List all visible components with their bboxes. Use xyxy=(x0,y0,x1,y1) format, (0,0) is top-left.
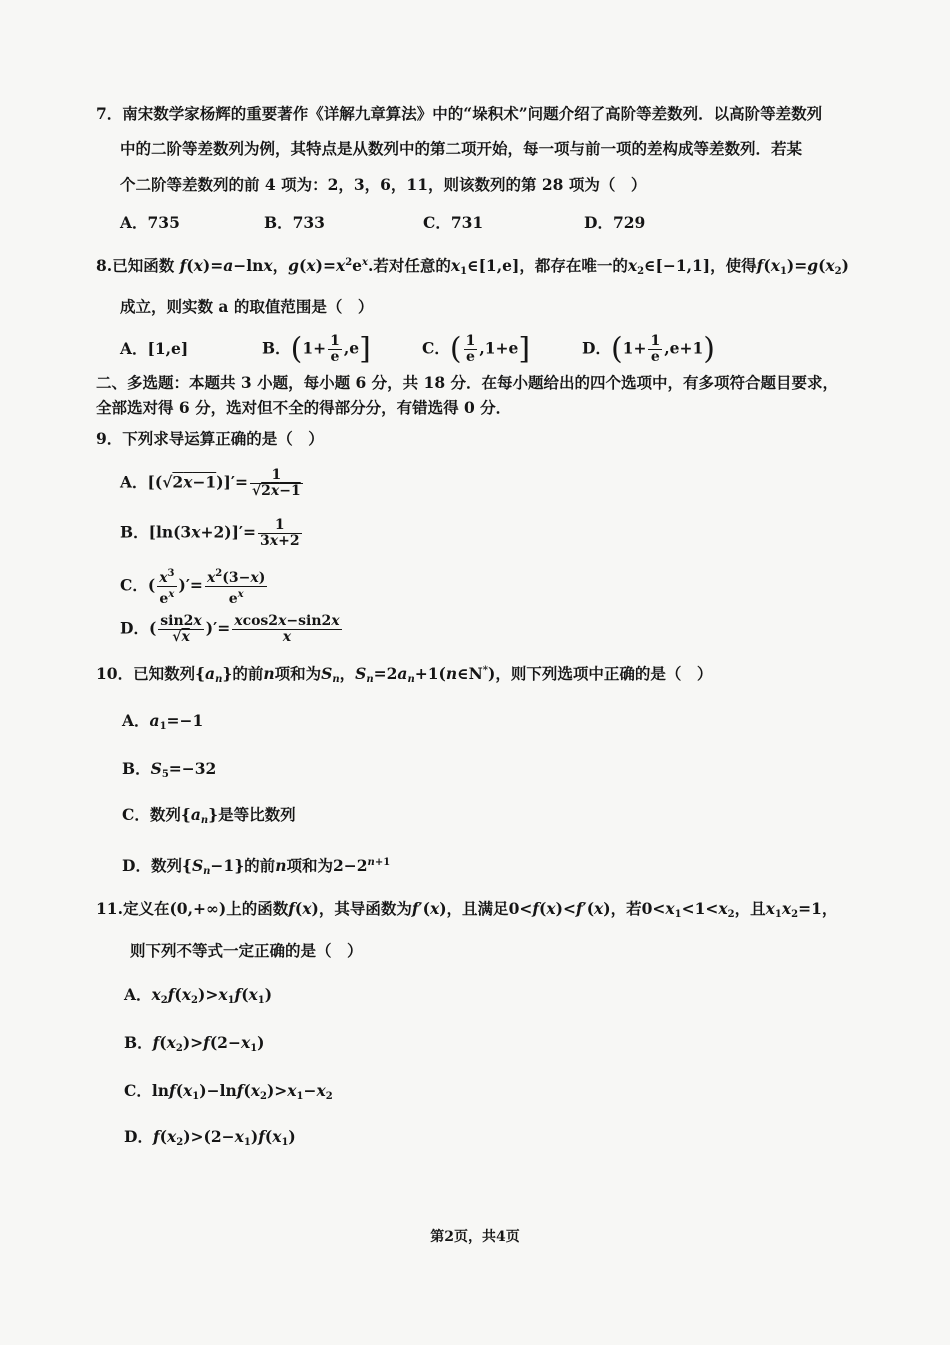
q10-stem: 10．已知数列$\{a_n\}$的前n项和为$S_n$，$S_n=2a_n+1(n\in N^*)$，则下列选项中正确的是（ ） xyxy=(96,664,713,685)
q7-line1: 7．南宋数学家杨辉的重要著作《详解九章算法》中的“垛积术”问题介绍了高阶等差数列．以高阶等差数列 xyxy=(96,104,823,123)
q7-option-c[interactable]: C．731 xyxy=(423,213,484,232)
q7-line2: 中的二阶等差数列为例，其特点是从数列中的第二项开始，每一项与前一项的差构成等差数列．若某 xyxy=(120,139,803,158)
q7-line3: 个二阶等差数列的前 4 项为：2，3，6，11，则该数列的第 28 项为（ ） xyxy=(120,175,647,194)
q9-stem: 9．下列求导运算正确的是（ ） xyxy=(96,429,324,448)
q10-option-a[interactable]: A．$a_1=-1$ xyxy=(122,711,204,732)
q9-option-a[interactable]: A．[(√2x−1)]′= $\frac{1}{√2x-1}$ xyxy=(120,467,301,499)
q11-option-b[interactable]: B．$f(x_2)>f(2-x_1)$ xyxy=(124,1033,265,1054)
q9-option-b[interactable]: B．[ln(3x+2)]′= $\frac{1}{3x+2}$ xyxy=(120,517,300,549)
q9-option-d[interactable]: D．( $\frac{\sin 2x}{√x}$ )′= $\frac{xcos2x-\sin 2x}{x}$ xyxy=(120,613,340,645)
q11-option-c[interactable]: C．$\ln f(x_1)-\ln f(x_2)>x_1-x_2$ xyxy=(124,1081,333,1102)
q7-option-a[interactable]: A．735 xyxy=(120,213,180,232)
q8-option-a[interactable]: A．[1,e] xyxy=(120,339,189,358)
q11-line1: 11.定义在(0,+∞)上的函数f(x)，其导函数为f′(x)，且满足0<f(x)<f′(x)，若$0<x_1<1<x_2$，且$x_1x_2=1$， xyxy=(96,899,838,920)
q8-option-c[interactable]: C．( $\frac{1}{e}$ ,1+e] xyxy=(422,331,531,367)
section2-line1: 二、多选题：本题共 3 小题，每小题 6 分，共 18 分．在每小题给出的四个选项中，有多项符合题目要求， xyxy=(96,373,839,392)
q10-option-c[interactable]: C．数列$\{a_n\}$是等比数列 xyxy=(122,805,296,826)
q7-option-d[interactable]: D．729 xyxy=(584,213,646,232)
q8-option-b[interactable]: B．(1+ $\frac{1}{e}$ ,e] xyxy=(262,331,371,367)
q9-option-c[interactable]: C．( $\frac{x^3}{e^x}$ )′= $\frac{x^2(3-x)}{e^x}$ xyxy=(120,568,266,607)
q8-line1: 8.已知函数 f(x)=a−lnx，$g(x)=x^2e^x$.若对任意的$x_1\in[1,e]$，都存在唯一的$x_2\in[-1,1]$，使得$f(x_1)=g(x_2)$ xyxy=(96,256,849,277)
q11-line2: 则下列不等式一定正确的是（ ） xyxy=(130,941,363,960)
q8-line2: 成立，则实数 a 的取值范围是（ ） xyxy=(120,297,374,316)
q8-option-d[interactable]: D．(1+ $\frac{1}{e}$ ,e+1) xyxy=(582,331,715,367)
q11-option-d[interactable]: D．$f(x_2)>(2-x_1)f(x_1)$ xyxy=(124,1127,296,1148)
q10-option-b[interactable]: B．$S_5=-32$ xyxy=(122,759,217,780)
q11-option-a[interactable]: A．$x_2f(x_2)>x_1f(x_1)$ xyxy=(124,985,273,1006)
page-footer: 第2页，共4页 xyxy=(430,1229,520,1245)
q7-option-b[interactable]: B．733 xyxy=(264,213,325,232)
q10-option-d[interactable]: D．数列$\{S_n-1\}$的前n项和为$2-2^{n+1}$ xyxy=(122,856,391,877)
section2-line2: 全部选对得 6 分，选对但不全的得部分分，有错选得 0 分． xyxy=(96,398,512,417)
